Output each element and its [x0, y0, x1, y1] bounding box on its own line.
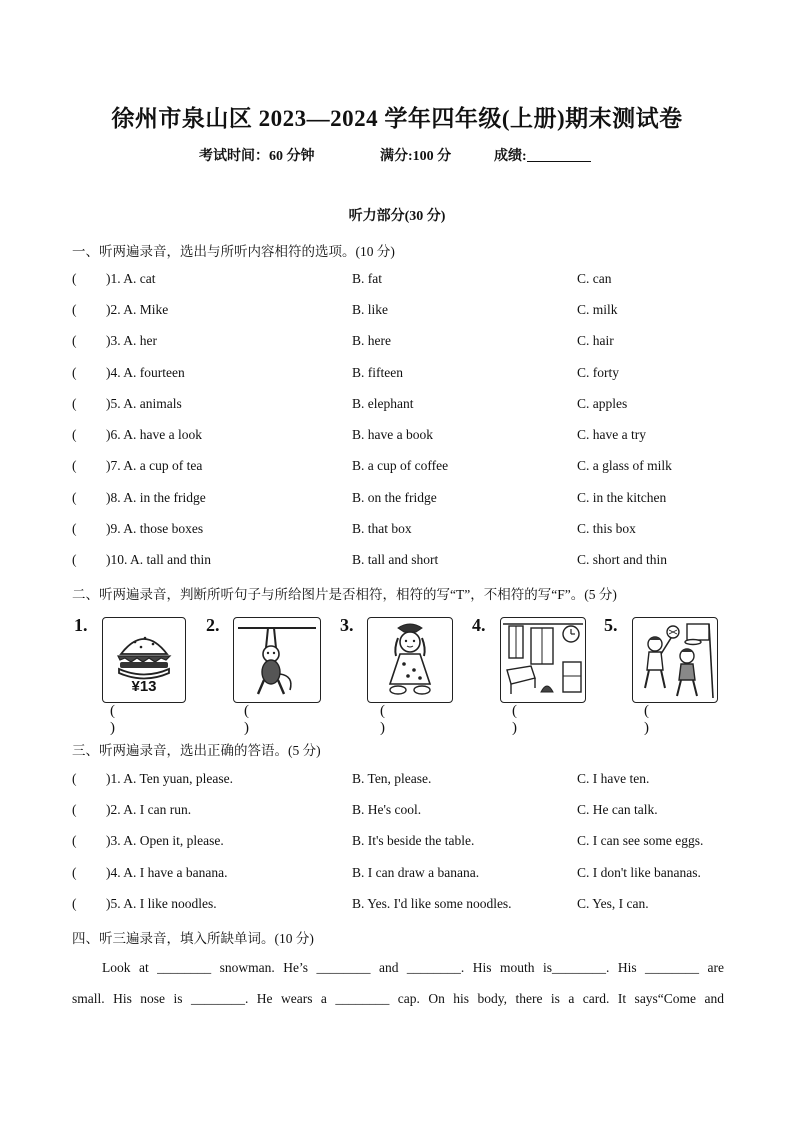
question-option-b: B. Ten, please.	[352, 771, 432, 786]
picture-number: 5.	[604, 615, 618, 635]
list-item	[0, 771, 794, 791]
grade-blank[interactable]	[527, 147, 591, 162]
answer-paren[interactable]: (	[72, 896, 77, 911]
question-option-a: )3. A. her	[106, 333, 157, 348]
list-item	[0, 271, 794, 291]
list-item	[0, 833, 794, 853]
answer-paren[interactable]: (	[72, 521, 77, 536]
question-option-a: )7. A. a cup of tea	[106, 458, 203, 473]
list-item	[0, 427, 794, 447]
list-item	[0, 396, 794, 416]
picture-number: 2.	[206, 615, 220, 635]
answer-paren[interactable]: (	[72, 396, 77, 411]
question-option-b: B. here	[352, 333, 391, 348]
doll-icon	[367, 617, 453, 703]
answer-paren[interactable]: (	[72, 427, 77, 442]
question-option-b: B. that box	[352, 521, 412, 536]
part3-heading: 三、听两遍录音，选出正确的答语。(5 分)	[72, 743, 321, 758]
question-option-c: C. I can see some eggs.	[577, 833, 704, 848]
answer-paren[interactable]: (	[72, 833, 77, 848]
question-option-c: C. He can talk.	[577, 802, 658, 817]
answer-blank[interactable]: ( )	[644, 703, 649, 736]
answer-paren[interactable]: (	[72, 771, 77, 786]
question-option-b: B. elephant	[352, 396, 414, 411]
question-option-a: )1. A. cat	[106, 271, 156, 286]
question-option-c: C. short and thin	[577, 552, 667, 567]
price-label: ¥13	[131, 678, 157, 695]
answer-blank[interactable]: ( )	[244, 703, 249, 736]
monkey-icon	[233, 617, 321, 703]
answer-blank[interactable]: ( )	[380, 703, 385, 736]
passage-line-1	[72, 952, 724, 983]
question-option-b: B. on the fridge	[352, 490, 437, 505]
question-option-a: )5. A. animals	[106, 396, 182, 411]
answer-paren[interactable]: (	[72, 552, 77, 567]
part1-heading: 一、听两遍录音，选出与所听内容相符的选项。(10 分)	[72, 244, 395, 259]
question-option-c: C. can	[577, 271, 612, 286]
question-option-a: )9. A. those boxes	[106, 521, 204, 536]
question-option-c: C. hair	[577, 333, 614, 348]
passage-line-1-text[interactable]: Look at ________ snowman. He’s ________ and ________. His mouth is________. His ________ are	[102, 960, 724, 975]
question-option-c: C. have a try	[577, 427, 646, 442]
picture-number: 1.	[74, 615, 88, 635]
question-option-a: )10. A. tall and thin	[106, 552, 211, 567]
question-option-c: C. in the kitchen	[577, 490, 667, 505]
question-option-c: C. a glass of milk	[577, 458, 672, 473]
question-option-c: C. I have ten.	[577, 771, 650, 786]
room-icon	[500, 617, 586, 703]
list-item	[0, 365, 794, 385]
list-item	[0, 458, 794, 478]
question-option-b: B. like	[352, 302, 388, 317]
question-option-b: B. a cup of coffee	[352, 458, 449, 473]
question-option-b: B. have a book	[352, 427, 433, 442]
answer-paren[interactable]: (	[72, 365, 77, 380]
question-option-b: B. fat	[352, 271, 382, 286]
answer-paren[interactable]: (	[72, 802, 77, 817]
answer-paren[interactable]: (	[72, 865, 77, 880]
question-option-c: C. this box	[577, 521, 636, 536]
question-option-c: C. apples	[577, 396, 628, 411]
basketball-kids-icon	[632, 617, 718, 703]
question-option-a: )2. A. I can run.	[106, 802, 192, 817]
listening-section-title: 听力部分(30 分)	[348, 209, 446, 224]
list-item	[0, 490, 794, 510]
question-option-a: )8. A. in the fridge	[106, 490, 206, 505]
grade-field	[494, 145, 591, 165]
question-option-b: B. tall and short	[352, 552, 439, 567]
fill-in-passage	[72, 952, 724, 1014]
question-option-a: )4. A. I have a banana.	[106, 865, 228, 880]
list-item	[0, 302, 794, 322]
question-option-a: )4. A. fourteen	[106, 365, 185, 380]
question-option-b: B. It's beside the table.	[352, 833, 475, 848]
answer-blank[interactable]: ( )	[512, 703, 517, 736]
question-option-b: B. Yes. I'd like some noodles.	[352, 896, 512, 911]
list-item	[0, 802, 794, 822]
passage-line-2[interactable]: small. His nose is ________. He wears a ________ cap. On his body, there is a card. It says“Come and	[72, 991, 724, 1006]
answer-paren[interactable]: (	[72, 302, 77, 317]
list-item	[0, 896, 794, 916]
question-option-a: )5. A. I like noodles.	[106, 896, 217, 911]
answer-paren[interactable]: (	[72, 333, 77, 348]
list-item	[0, 865, 794, 885]
question-option-a: )2. A. Mike	[106, 302, 169, 317]
picture-number: 3.	[340, 615, 354, 635]
question-option-b: B. fifteen	[352, 365, 403, 380]
question-option-a: )1. A. Ten yuan, please.	[106, 771, 234, 786]
question-option-a: )3. A. Open it, please.	[106, 833, 224, 848]
question-option-c: C. Yes, I can.	[577, 896, 649, 911]
answer-blank[interactable]: ( )	[110, 703, 115, 736]
answer-paren[interactable]: (	[72, 271, 77, 286]
question-option-b: B. He's cool.	[352, 802, 422, 817]
question-option-c: C. forty	[577, 365, 619, 380]
answer-paren[interactable]: (	[72, 490, 77, 505]
part4-heading: 四、听三遍录音，填入所缺单词。(10 分)	[72, 931, 314, 946]
hamburger-icon	[102, 617, 186, 703]
list-item	[0, 333, 794, 353]
exam-time: 考试时间：60 分钟	[199, 149, 315, 164]
question-option-c: C. I don't like bananas.	[577, 865, 701, 880]
grade-label: 成绩:	[494, 149, 527, 164]
picture-number: 4.	[472, 615, 486, 635]
answer-paren[interactable]: (	[72, 458, 77, 473]
question-option-c: C. milk	[577, 302, 618, 317]
list-item	[0, 552, 794, 572]
question-option-a: )6. A. have a look	[106, 427, 202, 442]
question-option-b: B. I can draw a banana.	[352, 865, 480, 880]
exam-title: 徐州市泉山区 2023—2024 学年四年级(上册)期末测试卷	[111, 106, 683, 131]
part2-heading: 二、听两遍录音，判断所听句子与所给图片是否相符，相符的写“T”，不相符的写“F”。(5 分)	[72, 587, 617, 602]
list-item	[0, 521, 794, 541]
full-score: 满分:100 分	[380, 149, 452, 164]
